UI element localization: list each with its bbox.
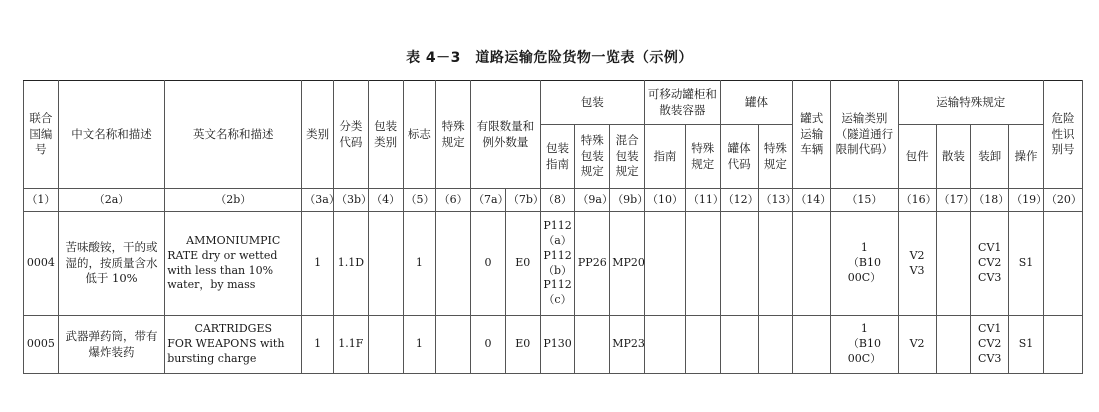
- col-number: （11）: [685, 189, 720, 212]
- pack-instr-line: （b）: [542, 263, 573, 277]
- header-limited-quantity: 有限数量和例外数量: [471, 81, 541, 189]
- cell-guide: [644, 212, 685, 316]
- cell-limited-qty: 0: [471, 212, 506, 316]
- cell-excepted-qty: E0: [505, 212, 540, 316]
- cell-labels: 1: [403, 316, 436, 374]
- header-mixed-packing: 混合包装规定: [610, 125, 645, 189]
- col-number: （1）: [24, 189, 59, 212]
- cell-special: [436, 212, 471, 316]
- col-number: （5）: [403, 189, 436, 212]
- col-number: （2b）: [165, 189, 302, 212]
- loading-line: CV1: [978, 241, 1002, 255]
- col-number: （10）: [644, 189, 685, 212]
- loading-line: CV3: [978, 270, 1002, 284]
- header-un-number: 联合国编号: [24, 81, 59, 189]
- cell-labels: 1: [403, 212, 436, 316]
- header-class-code: 分类代码: [333, 81, 368, 189]
- header-labels: 标志: [403, 81, 436, 189]
- cell-limited-qty: 0: [471, 316, 506, 374]
- cell-loading: [971, 212, 1009, 316]
- loading-line: CV2: [978, 337, 1002, 351]
- loading-line: CV1: [978, 322, 1002, 336]
- col-number: （7a）: [471, 189, 506, 212]
- cell-tank-special: [758, 212, 793, 316]
- cell-tank-vehicle: [793, 316, 831, 374]
- packages-line: V3: [909, 263, 925, 277]
- cell-transport-category: [831, 212, 899, 316]
- col-number: （14）: [793, 189, 831, 212]
- header-packages: 包件: [898, 125, 936, 189]
- cell-packing-instructions: [540, 212, 575, 316]
- name-en-title: CARTRIDGES: [194, 322, 273, 336]
- pack-instr-line: P130: [543, 337, 572, 351]
- cell-name-cn: 苦味酸铵，干的或湿的，按质量含水低于 10%: [58, 212, 164, 316]
- col-number: （12）: [720, 189, 758, 212]
- cell-packing-group: [368, 212, 403, 316]
- col-number: （9b）: [610, 189, 645, 212]
- cell-hazard-id: [1043, 316, 1082, 374]
- packages-line: V2: [909, 337, 925, 351]
- header-packaging: 包装: [540, 81, 644, 125]
- pack-instr-line: （c）: [543, 293, 572, 307]
- packages-line: V2: [909, 248, 925, 262]
- header-tank-vehicle: 罐式运输车辆: [793, 81, 831, 189]
- col-number: （6）: [436, 189, 471, 212]
- cell-bulk: [936, 212, 971, 316]
- dangerous-goods-table: [23, 80, 1083, 374]
- col-number: （9a）: [575, 189, 610, 212]
- header-transport-category: 运输类别（隧道通行限制代码）: [831, 81, 899, 189]
- loading-line: CV2: [978, 256, 1002, 270]
- col-number: （4）: [368, 189, 403, 212]
- col-number: （2a）: [58, 189, 164, 212]
- col-number: （16）: [898, 189, 936, 212]
- cell-packages: [898, 212, 936, 316]
- pack-instr-line: P112: [543, 218, 572, 232]
- header-tank: 罐体: [720, 81, 793, 125]
- pack-instr-line: P112: [543, 278, 572, 292]
- transport-cat-line: （B10: [847, 337, 881, 351]
- cell-special-packing: [575, 316, 610, 374]
- cell-operation: S1: [1009, 316, 1044, 374]
- cell-packing-group: [368, 316, 403, 374]
- cell-packing-instructions: [540, 316, 575, 374]
- col-number: （17）: [936, 189, 971, 212]
- col-number: （3a）: [302, 189, 334, 212]
- cell-tank-vehicle: [793, 212, 831, 316]
- column-number-row: [24, 189, 1083, 212]
- cell-tank-code: [720, 212, 758, 316]
- header-name-en: 英文名称和描述: [165, 81, 302, 189]
- header-packing-group: 包装类别: [368, 81, 403, 189]
- col-number: （20）: [1043, 189, 1082, 212]
- pack-instr-line: （a）: [543, 233, 572, 247]
- cell-excepted-qty: E0: [505, 316, 540, 374]
- transport-cat-line: 1: [860, 322, 868, 336]
- cell-un: 0005: [24, 316, 59, 374]
- header-special-packing: 特殊包装规定: [575, 125, 610, 189]
- cell-operation: S1: [1009, 212, 1044, 316]
- table-row: [24, 212, 1083, 316]
- table-title: 表 4－3 道路运输危险货物一览表（示例）: [406, 50, 693, 66]
- cell-loading: [971, 316, 1009, 374]
- col-number: （15）: [831, 189, 899, 212]
- cell-portable-special: [685, 316, 720, 374]
- cell-packages: [898, 316, 936, 374]
- header-operation: 操作: [1009, 125, 1044, 189]
- name-en-rest: RATE dry or wetted with less than 10% water，by mass: [167, 248, 278, 292]
- header-hazard-id: 危险性识别号: [1043, 81, 1082, 189]
- name-en-title: AMMONIUMPIC: [186, 233, 281, 247]
- cell-bulk: [936, 316, 971, 374]
- col-number: （8）: [540, 189, 575, 212]
- header-loading: 装卸: [971, 125, 1009, 189]
- cell-special: [436, 316, 471, 374]
- cell-name-en: [165, 212, 302, 316]
- cell-class: 1: [302, 316, 334, 374]
- transport-cat-line: 00C）: [847, 270, 882, 284]
- cell-class: 1: [302, 212, 334, 316]
- header-special-provisions: 特殊规定: [436, 81, 471, 189]
- table-row: [24, 316, 1083, 374]
- cell-portable-special: [685, 212, 720, 316]
- cell-class-code: 1.1F: [333, 316, 368, 374]
- cell-tank-code: [720, 316, 758, 374]
- cell-transport-category: [831, 316, 899, 374]
- transport-cat-line: （B10: [847, 256, 881, 270]
- col-number: （3b）: [333, 189, 368, 212]
- pack-instr-line: P112: [543, 248, 572, 262]
- header-tank-code: 罐体代码: [720, 125, 758, 189]
- cell-special-packing: PP26: [575, 212, 610, 316]
- col-number: （18）: [971, 189, 1009, 212]
- header-transport-special: 运输特殊规定: [898, 81, 1043, 125]
- cell-name-cn: 武器弹药筒，带有爆炸装药: [58, 316, 164, 374]
- cell-guide: [644, 316, 685, 374]
- cell-class-code: 1.1D: [333, 212, 368, 316]
- header-portable-special: 特殊规定: [685, 125, 720, 189]
- transport-cat-line: 00C）: [847, 351, 882, 365]
- cell-mixed-packing: MP23: [610, 316, 645, 374]
- loading-line: CV3: [978, 351, 1002, 365]
- header-portable-tanks: 可移动罐柜和散装容器: [644, 81, 720, 125]
- header-tank-special: 特殊规定: [758, 125, 793, 189]
- col-number: （7b）: [505, 189, 540, 212]
- cell-name-en: [165, 316, 302, 374]
- cell-tank-special: [758, 316, 793, 374]
- header-guide: 指南: [644, 125, 685, 189]
- header-class: 类别: [302, 81, 334, 189]
- cell-hazard-id: [1043, 212, 1082, 316]
- name-en-rest: FOR WEAPONS with bursting charge: [167, 337, 285, 365]
- header-packing-instructions: 包装指南: [540, 125, 575, 189]
- col-number: （13）: [758, 189, 793, 212]
- cell-mixed-packing: MP20: [610, 212, 645, 316]
- header-name-cn: 中文名称和描述: [58, 81, 164, 189]
- header-bulk: 散装: [936, 125, 971, 189]
- cell-un: 0004: [24, 212, 59, 316]
- transport-cat-line: 1: [860, 241, 868, 255]
- col-number: （19）: [1009, 189, 1044, 212]
